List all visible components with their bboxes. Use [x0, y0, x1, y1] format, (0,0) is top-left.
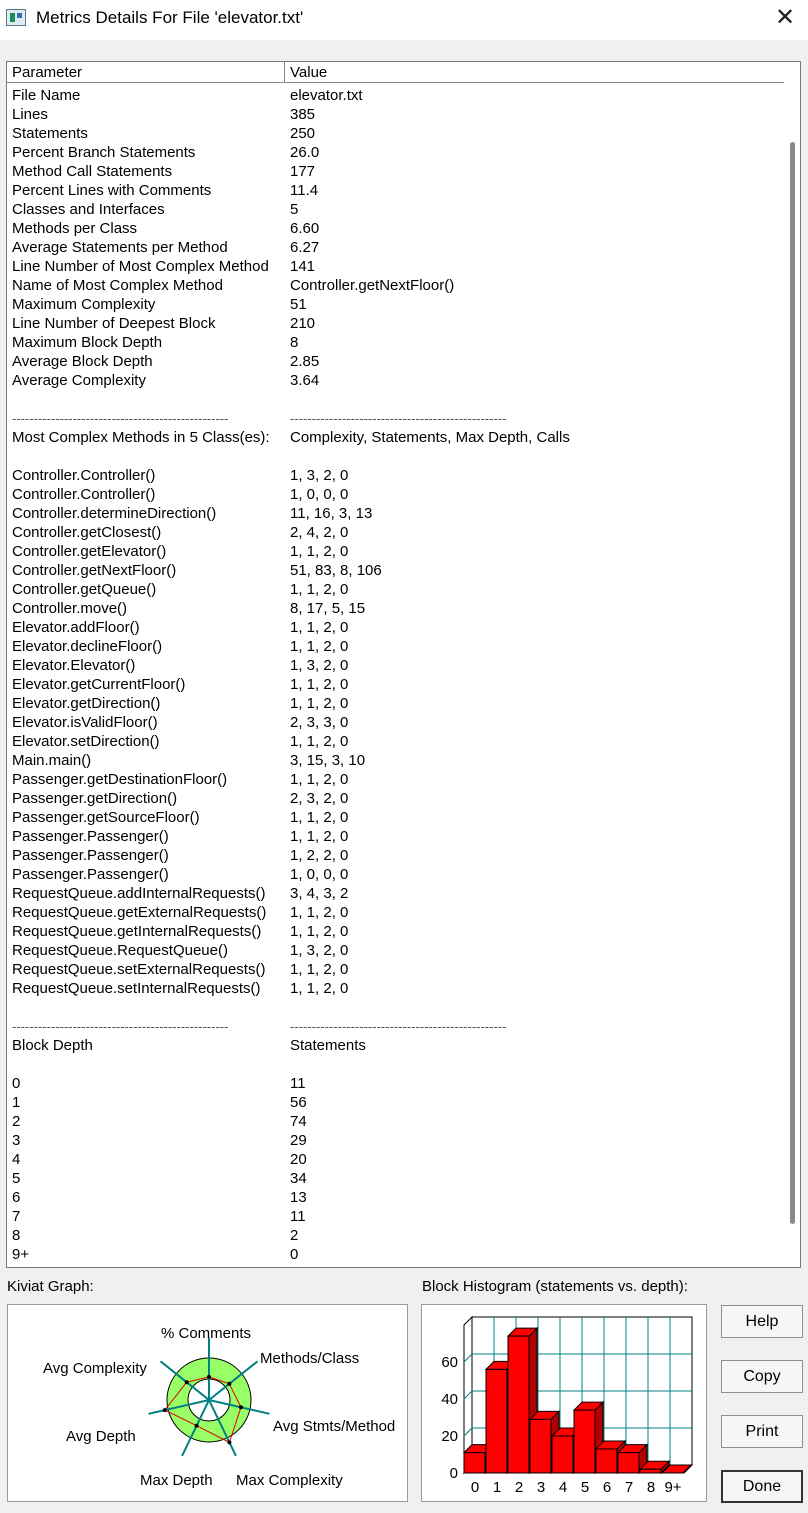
value-cell: 11, 16, 3, 13 [290, 505, 373, 522]
parameter-cell: Controller.getClosest() [12, 524, 162, 541]
kiviat-axis-label: Max Complexity [236, 1472, 343, 1489]
parameter-cell: 1 [12, 1094, 21, 1111]
histogram-bar [508, 1336, 529, 1473]
done-button[interactable]: Done [721, 1470, 803, 1503]
value-cell: 1, 1, 2, 0 [290, 809, 349, 826]
parameter-cell: Methods per Class [12, 220, 138, 237]
parameter-cell: 8 [12, 1227, 21, 1244]
value-cell: 1, 1, 2, 0 [290, 923, 349, 940]
table-row[interactable] [7, 1112, 785, 1131]
table-row[interactable] [7, 884, 785, 903]
parameter-cell: Controller.Controller() [12, 486, 156, 503]
kiviat-graph [7, 1304, 408, 1502]
value-cell: 0 [290, 1246, 299, 1263]
table-row[interactable] [7, 561, 785, 580]
value-cell: 250 [290, 125, 316, 142]
kiviat-point [207, 1375, 211, 1379]
value-cell: 3, 4, 3, 2 [290, 885, 349, 902]
kiviat-axis-label: % Comments [161, 1325, 252, 1342]
histogram-bar [618, 1453, 639, 1473]
parameter-cell: -------------------------------------------------- [12, 1019, 229, 1034]
table-row[interactable] [7, 637, 785, 656]
histogram-y-tick: 40 [441, 1391, 458, 1408]
table-row[interactable] [7, 466, 785, 485]
value-cell: 2, 3, 2, 0 [290, 790, 349, 807]
histogram-x-tick: 8 [646, 1479, 656, 1496]
parameter-cell: -------------------------------------------------- [12, 411, 229, 426]
table-row[interactable] [7, 1169, 785, 1188]
table-row[interactable] [7, 257, 785, 276]
parameter-cell: Elevator.declineFloor() [12, 638, 163, 655]
value-cell: 1, 3, 2, 0 [290, 657, 349, 674]
value-cell: 2 [290, 1227, 299, 1244]
value-cell: 11 [290, 1208, 306, 1225]
table-row[interactable] [7, 580, 785, 599]
histogram-chart [422, 1305, 706, 1501]
value-cell: 1, 3, 2, 0 [290, 467, 349, 484]
table-row[interactable] [7, 827, 785, 846]
table-row[interactable] [7, 1074, 785, 1093]
table-row[interactable] [7, 390, 785, 409]
table-row[interactable] [7, 1036, 785, 1055]
parameter-cell: Maximum Complexity [12, 296, 156, 313]
value-cell: -------------------------------------------------- [290, 1019, 507, 1034]
kiviat-axis-label: Max Depth [140, 1472, 213, 1489]
kiviat-axis-label: Methods/Class [260, 1350, 360, 1367]
kiviat-point [185, 1380, 189, 1384]
table-row[interactable] [7, 314, 785, 333]
table-row[interactable] [7, 694, 785, 713]
parameter-cell: Passenger.Passenger() [12, 847, 169, 864]
parameter-cell: Controller.getNextFloor() [12, 562, 177, 579]
table-row[interactable] [7, 105, 785, 124]
table-row[interactable] [7, 979, 785, 998]
value-cell: 20 [290, 1151, 307, 1168]
value-cell: 141 [290, 258, 316, 275]
value-cell: 1, 1, 2, 0 [290, 619, 349, 636]
parameter-cell: RequestQueue.setExternalRequests() [12, 961, 266, 978]
value-cell: 3.64 [290, 372, 320, 389]
table-row[interactable] [7, 333, 785, 352]
table-row[interactable] [7, 751, 785, 770]
scrollbar-thumb[interactable] [790, 142, 795, 1224]
table-row[interactable] [7, 428, 785, 447]
parameter-cell: Lines [12, 106, 48, 123]
table-row[interactable] [7, 618, 785, 637]
histogram-x-tick: 4 [558, 1479, 568, 1496]
table-row[interactable] [7, 675, 785, 694]
table-rows [7, 86, 785, 1264]
value-cell: Controller.getNextFloor() [290, 277, 455, 294]
parameter-cell: Percent Branch Statements [12, 144, 196, 161]
table-row[interactable] [7, 770, 785, 789]
table-row[interactable] [7, 1207, 785, 1226]
parameter-cell: Controller.Controller() [12, 467, 156, 484]
vertical-scrollbar[interactable] [784, 62, 800, 1267]
parameter-cell: RequestQueue.addInternalRequests() [12, 885, 266, 902]
parameter-cell: 6 [12, 1189, 21, 1206]
histogram-x-tick: 9+ [664, 1479, 682, 1496]
parameter-cell: Controller.determineDirection() [12, 505, 217, 522]
value-cell: 3, 15, 3, 10 [290, 752, 366, 769]
table-row[interactable] [7, 1150, 785, 1169]
table-row[interactable] [7, 276, 785, 295]
value-cell: 11.4 [290, 182, 319, 199]
parameter-cell: Elevator.setDirection() [12, 733, 160, 750]
table-row[interactable] [7, 732, 785, 751]
table-row[interactable] [7, 162, 785, 181]
column-header-value[interactable]: Value [285, 62, 785, 83]
kiviat-axis-label: Avg Depth [66, 1428, 136, 1445]
parameter-cell: 9+ [12, 1246, 30, 1263]
parameter-cell: Average Complexity [12, 372, 146, 389]
parameter-cell: Passenger.Passenger() [12, 828, 169, 845]
kiviat-point [195, 1424, 199, 1428]
parameter-cell: Passenger.getDestinationFloor() [12, 771, 228, 788]
value-cell: 26.0 [290, 144, 320, 161]
parameter-cell: Most Complex Methods in 5 Class(es): [12, 429, 270, 446]
histogram-bar [464, 1453, 485, 1473]
value-cell: 8, 17, 5, 15 [290, 600, 366, 617]
parameter-cell: File Name [12, 87, 81, 104]
value-cell: 8 [290, 334, 299, 351]
table-row[interactable] [7, 181, 785, 200]
parameter-cell: Average Statements per Method [12, 239, 228, 256]
table-row[interactable] [7, 846, 785, 865]
table-row[interactable] [7, 504, 785, 523]
table-row[interactable] [7, 542, 785, 561]
table-row[interactable] [7, 238, 785, 257]
kiviat-point [163, 1408, 167, 1412]
histogram-y-tick: 20 [441, 1428, 458, 1445]
parameter-cell: Main.main() [12, 752, 92, 769]
table-row[interactable] [7, 219, 785, 238]
histogram-bar [596, 1449, 617, 1473]
parameter-cell: 2 [12, 1113, 21, 1130]
table-row[interactable] [7, 865, 785, 884]
value-cell: 11 [290, 1075, 306, 1092]
table-row[interactable] [7, 1131, 785, 1150]
value-cell: 1, 1, 2, 0 [290, 543, 349, 560]
value-cell: 1, 1, 2, 0 [290, 961, 349, 978]
histogram-bar [486, 1369, 507, 1473]
print-button[interactable]: Print [721, 1415, 803, 1448]
parameter-cell: 7 [12, 1208, 21, 1225]
table-row[interactable] [7, 86, 785, 105]
parameter-cell: Elevator.getCurrentFloor() [12, 676, 186, 693]
value-cell: Complexity, Statements, Max Depth, Calls [290, 429, 570, 446]
value-cell: Statements [290, 1037, 366, 1054]
title-bar [0, 0, 808, 40]
table-row[interactable] [7, 523, 785, 542]
copy-button[interactable]: Copy [721, 1360, 803, 1393]
kiviat-point [227, 1382, 231, 1386]
parameter-cell: Controller.getElevator() [12, 543, 167, 560]
table-row[interactable] [7, 371, 785, 390]
parameter-cell: Passenger.Passenger() [12, 866, 169, 883]
parameter-cell: Name of Most Complex Method [12, 277, 223, 294]
value-cell: 1, 1, 2, 0 [290, 638, 349, 655]
table-row[interactable] [7, 808, 785, 827]
value-cell: 177 [290, 163, 316, 180]
value-cell: 34 [290, 1170, 307, 1187]
kiviat-chart [8, 1305, 407, 1501]
histogram-x-tick: 7 [624, 1479, 634, 1496]
value-cell: 13 [290, 1189, 307, 1206]
table-row[interactable] [7, 599, 785, 618]
histogram-y-tick: 0 [449, 1465, 458, 1482]
value-cell: 5 [290, 201, 299, 218]
histogram-x-tick: 3 [536, 1479, 546, 1496]
app-icon [6, 9, 26, 26]
histogram-bar [574, 1410, 595, 1473]
value-cell: 56 [290, 1094, 307, 1111]
value-cell: 210 [290, 315, 316, 332]
parameter-cell: Method Call Statements [12, 163, 173, 180]
histogram-x-tick: 6 [602, 1479, 612, 1496]
value-cell: 1, 1, 2, 0 [290, 733, 349, 750]
parameter-cell: Passenger.getSourceFloor() [12, 809, 200, 826]
table-row[interactable] [7, 1226, 785, 1245]
table-row[interactable] [7, 960, 785, 979]
kiviat-label: Kiviat Graph: [7, 1278, 94, 1295]
table-row[interactable] [7, 447, 785, 466]
histogram-bar [640, 1469, 661, 1473]
histogram-label: Block Histogram (statements vs. depth): [422, 1278, 688, 1295]
histogram-bar [530, 1419, 551, 1473]
metrics-table[interactable] [6, 61, 801, 1268]
value-cell: 2, 3, 3, 0 [290, 714, 349, 731]
parameter-cell: Classes and Interfaces [12, 201, 165, 218]
value-cell: 2.85 [290, 353, 320, 370]
parameter-cell: Controller.move() [12, 600, 128, 617]
value-cell: 1, 1, 2, 0 [290, 771, 349, 788]
table-row[interactable] [7, 998, 785, 1017]
histogram-x-tick: 2 [514, 1479, 524, 1496]
value-cell: 1, 1, 2, 0 [290, 695, 349, 712]
value-cell: 1, 1, 2, 0 [290, 980, 349, 997]
parameter-cell: Line Number of Most Complex Method [12, 258, 269, 275]
table-row[interactable] [7, 922, 785, 941]
table-row[interactable] [7, 1188, 785, 1207]
value-cell: 1, 1, 2, 0 [290, 904, 349, 921]
table-row[interactable] [7, 903, 785, 922]
value-cell: 385 [290, 106, 316, 123]
value-cell: 74 [290, 1113, 307, 1130]
parameter-cell: 3 [12, 1132, 21, 1149]
table-row[interactable] [7, 352, 785, 371]
value-cell: 2, 4, 2, 0 [290, 524, 349, 541]
table-row[interactable] [7, 124, 785, 143]
value-cell: 1, 1, 2, 0 [290, 676, 349, 693]
parameter-cell: Elevator.getDirection() [12, 695, 161, 712]
table-row[interactable] [7, 295, 785, 314]
value-cell: 1, 0, 0, 0 [290, 486, 349, 503]
kiviat-axis-label: Avg Complexity [43, 1360, 147, 1377]
parameter-cell: Maximum Block Depth [12, 334, 163, 351]
parameter-cell: RequestQueue.getInternalRequests() [12, 923, 262, 940]
parameter-cell: Elevator.Elevator() [12, 657, 136, 674]
window-title: Metrics Details For File 'elevator.txt' [36, 8, 304, 27]
table-row[interactable] [7, 409, 785, 428]
parameter-cell: 5 [12, 1170, 21, 1187]
histogram-x-tick: 0 [470, 1479, 480, 1496]
table-row[interactable] [7, 713, 785, 732]
parameter-cell: Block Depth [12, 1037, 93, 1054]
value-cell: 51 [290, 296, 307, 313]
value-cell: elevator.txt [290, 87, 363, 104]
table-row[interactable] [7, 485, 785, 504]
value-cell: 1, 3, 2, 0 [290, 942, 349, 959]
table-row[interactable] [7, 200, 785, 219]
parameter-cell: Elevator.addFloor() [12, 619, 140, 636]
table-row[interactable] [7, 1245, 785, 1264]
table-row[interactable] [7, 656, 785, 675]
parameter-cell: 0 [12, 1075, 21, 1092]
kiviat-point [227, 1440, 231, 1444]
value-cell: 51, 83, 8, 106 [290, 562, 382, 579]
parameter-cell: RequestQueue.getExternalRequests() [12, 904, 267, 921]
histogram-x-tick: 1 [492, 1479, 502, 1496]
parameter-cell: Average Block Depth [12, 353, 153, 370]
parameter-cell: 4 [12, 1151, 21, 1168]
parameter-cell: Elevator.isValidFloor() [12, 714, 158, 731]
parameter-cell: Controller.getQueue() [12, 581, 157, 598]
block-histogram [421, 1304, 707, 1502]
value-cell: 29 [290, 1132, 307, 1149]
value-cell: 6.60 [290, 220, 320, 237]
parameter-cell: Statements [12, 125, 88, 142]
parameter-cell: Percent Lines with Comments [12, 182, 212, 199]
table-row[interactable] [7, 1093, 785, 1112]
kiviat-point [239, 1405, 243, 1409]
table-row[interactable] [7, 1017, 785, 1036]
histogram-y-tick: 60 [441, 1354, 458, 1371]
table-row[interactable] [7, 941, 785, 960]
value-cell: 1, 1, 2, 0 [290, 581, 349, 598]
value-cell: 1, 1, 2, 0 [290, 828, 349, 845]
histogram-x-tick: 5 [580, 1479, 590, 1496]
parameter-cell: Line Number of Deepest Block [12, 315, 216, 332]
histogram-bar [552, 1436, 573, 1473]
column-header-parameter[interactable]: Parameter [7, 62, 285, 83]
value-cell: 1, 0, 0, 0 [290, 866, 349, 883]
parameter-cell: RequestQueue.setInternalRequests() [12, 980, 261, 997]
value-cell: 1, 2, 2, 0 [290, 847, 349, 864]
table-row[interactable] [7, 143, 785, 162]
parameter-cell: RequestQueue.RequestQueue() [12, 942, 228, 959]
table-row[interactable] [7, 789, 785, 808]
value-cell: -------------------------------------------------- [290, 411, 507, 426]
value-cell: 6.27 [290, 239, 320, 256]
parameter-cell: Passenger.getDirection() [12, 790, 178, 807]
close-button[interactable]: ✕ [774, 4, 796, 31]
kiviat-axis-label: Avg Stmts/Method [273, 1418, 396, 1435]
help-button[interactable]: Help [721, 1305, 803, 1338]
table-row[interactable] [7, 1055, 785, 1074]
